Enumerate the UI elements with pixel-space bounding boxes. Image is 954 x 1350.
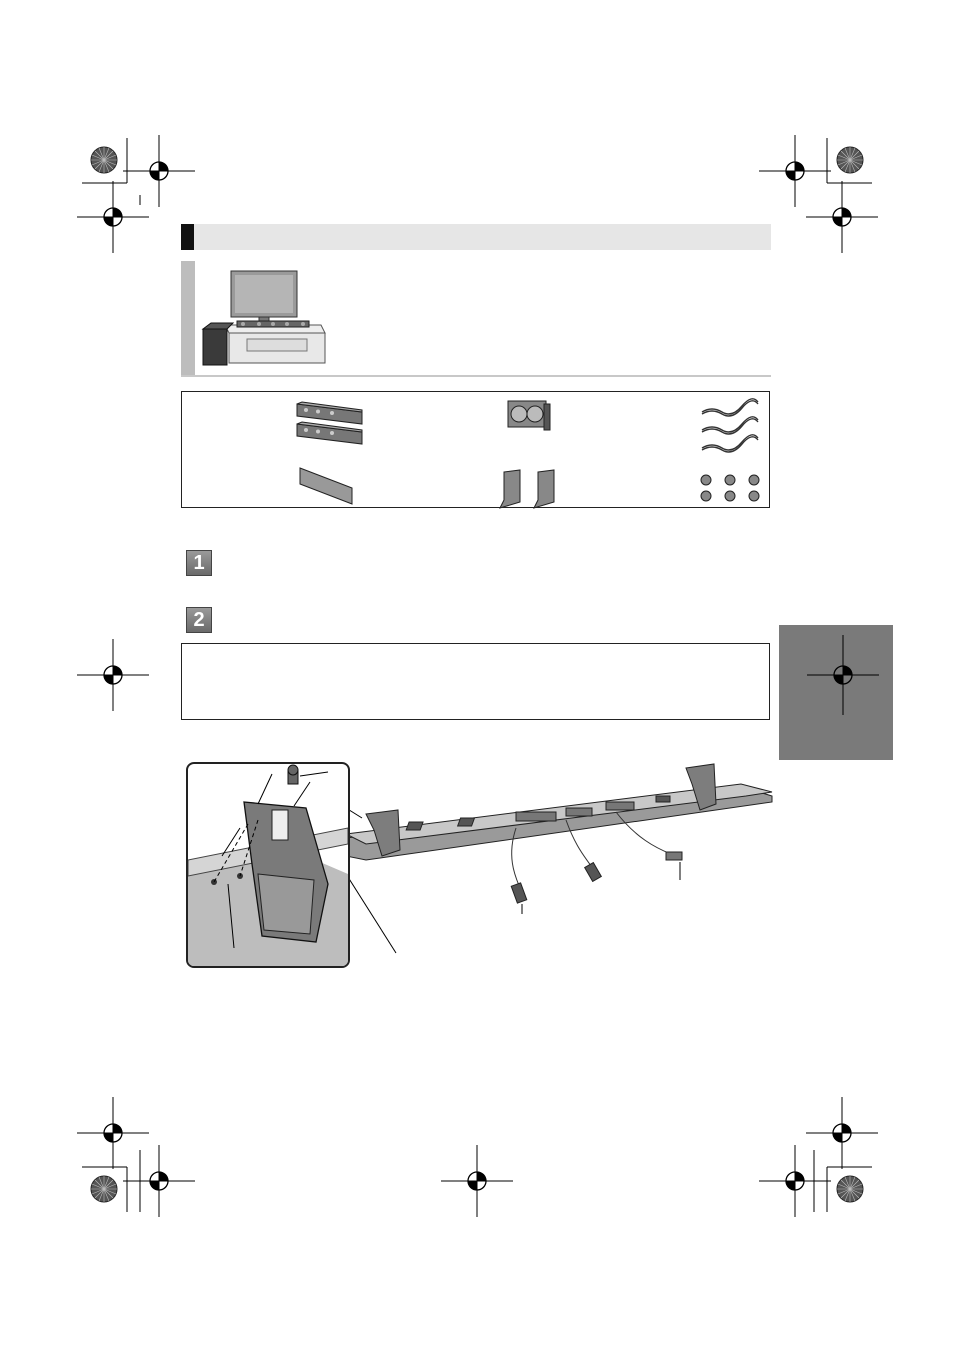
- panel-strip: [181, 261, 195, 375]
- speaker-stands-icon: [500, 470, 554, 508]
- note-box: [181, 643, 770, 720]
- detail-inset: [186, 762, 350, 968]
- center-speaker-icon: [508, 401, 550, 430]
- accessories-box: [181, 391, 770, 508]
- front-speakers-icon: [297, 402, 362, 444]
- step-2-badge: 2: [186, 607, 212, 633]
- tv-system-illustration: [199, 263, 339, 373]
- overview-panel: [181, 261, 771, 377]
- step-1-badge: 1: [186, 550, 212, 576]
- section-header: [181, 224, 771, 250]
- section-header-marker: [181, 224, 194, 250]
- stand-detail-illustration: [188, 764, 348, 966]
- accessories-illustration: [182, 392, 771, 509]
- side-tab-registration-mark: [779, 625, 893, 760]
- speaker-cables-icon: [702, 399, 758, 452]
- screws-icon: [701, 475, 759, 501]
- stand-bracket-icon: [300, 468, 352, 509]
